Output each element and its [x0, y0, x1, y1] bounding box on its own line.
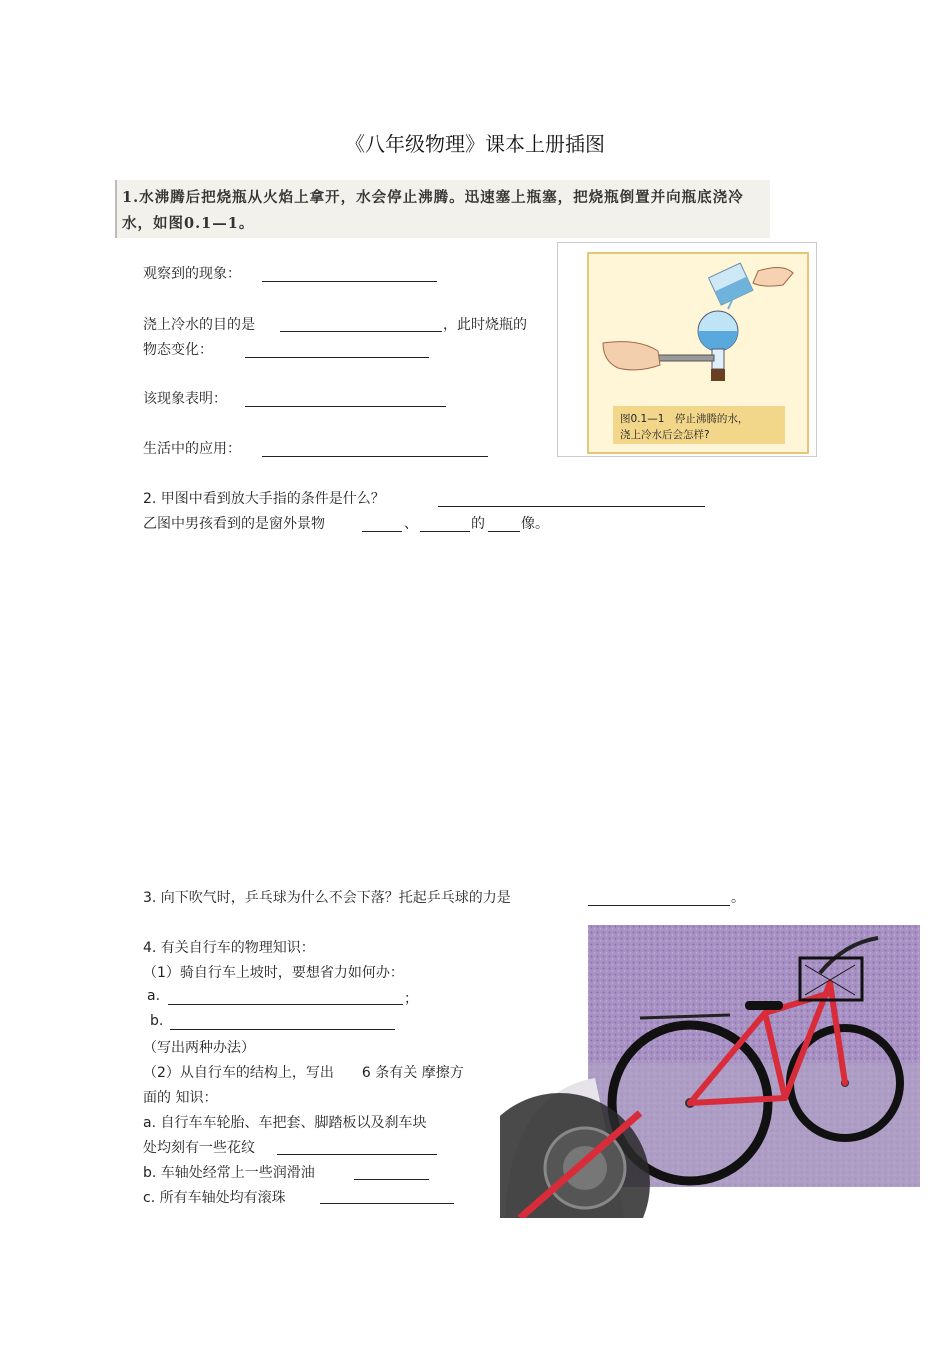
q1-shows-blank[interactable] — [245, 406, 446, 407]
figure-caption-line1: 图0.1—1 停止沸腾的水， — [620, 413, 749, 425]
q2-line2-prefix: 乙图中男孩看到的是窗外景物 — [143, 516, 325, 532]
q1-application-label: 生活中的应用： — [143, 441, 241, 457]
q2-sep1: 、 — [404, 516, 418, 532]
page-title: 《八年级物理》课本上册插图 — [345, 132, 605, 156]
q3-suffix: 。 — [731, 890, 745, 906]
q2-blank-3[interactable] — [488, 531, 520, 532]
q2-suffix: 像。 — [521, 516, 549, 532]
q4-a-blank[interactable] — [168, 1004, 403, 1005]
q4-a-suffix: ； — [404, 991, 418, 1007]
q4-item-a-blank[interactable] — [277, 1154, 437, 1155]
q4-item-c: c. 所有车轴处均有滚珠 — [143, 1190, 286, 1206]
q4-item-b: b. 车轴处经常上一些润滑油 — [143, 1165, 315, 1181]
q1-purpose-blank[interactable] — [280, 331, 442, 332]
q4-sub1: （1）骑自行车上坡时，要想省力如何办： — [143, 965, 404, 981]
q3-blank[interactable] — [588, 905, 730, 906]
q1-observe-label: 观察到的现象： — [143, 266, 241, 282]
q4-note: （写出两种办法） — [143, 1040, 255, 1056]
q4-sub2-line1: （2）从自行车的结构上，写出 6 条有关 摩擦方 — [143, 1065, 464, 1081]
q4-a-label: a. — [147, 988, 161, 1004]
q1-application-blank[interactable] — [262, 456, 488, 457]
q4-item-b-blank[interactable] — [354, 1179, 429, 1180]
bicycle-photo — [500, 913, 938, 1218]
q2-blank-2[interactable] — [420, 531, 470, 532]
q1-purpose-label: 浇上冷水的目的是 — [143, 317, 255, 333]
flask-illustration — [558, 243, 816, 456]
q4-b-blank[interactable] — [170, 1029, 395, 1030]
q1-scanned-text: 1.水沸腾后把烧瓶从火焰上拿开，水会停止沸腾。迅速塞上瓶塞，把烧瓶倒置并向瓶底浇冷水，如图0.1—1。 — [122, 189, 744, 232]
figure-caption-line2: 浇上冷水后会怎样? — [620, 429, 710, 441]
q2-line1: 2. 甲图中看到放大手指的条件是什么？ — [143, 491, 385, 507]
q2-condition-blank[interactable] — [438, 506, 705, 507]
q1-state-blank[interactable] — [245, 357, 429, 358]
q4-item-a-line1: a. 自行车车轮胎、车把套、脚踏板以及刹车块 — [143, 1115, 427, 1131]
q2-blank-1[interactable] — [362, 531, 402, 532]
q4-item-c-blank[interactable] — [320, 1203, 454, 1204]
q2-sep2: 的 — [471, 516, 485, 532]
q4-b-label: b. — [150, 1013, 164, 1029]
q4-heading: 4. 有关自行车的物理知识： — [143, 940, 315, 956]
q1-state-label: 物态变化： — [143, 342, 213, 358]
q3-text: 3. 向下吹气时，乒乓球为什么不会下落？托起乒乓球的力是 — [143, 890, 511, 906]
q1-shows-label: 该现象表明： — [143, 391, 227, 407]
q4-sub2-line2: 面的 知识： — [143, 1090, 218, 1106]
q4-item-a-line2: 处均刻有一些花纹 — [143, 1140, 255, 1156]
flask-figure — [557, 242, 817, 457]
q1-purpose-suffix: ，此时烧瓶的 — [443, 317, 527, 333]
q1-observe-blank[interactable] — [262, 281, 437, 282]
bicycle-illustration — [500, 913, 938, 1218]
